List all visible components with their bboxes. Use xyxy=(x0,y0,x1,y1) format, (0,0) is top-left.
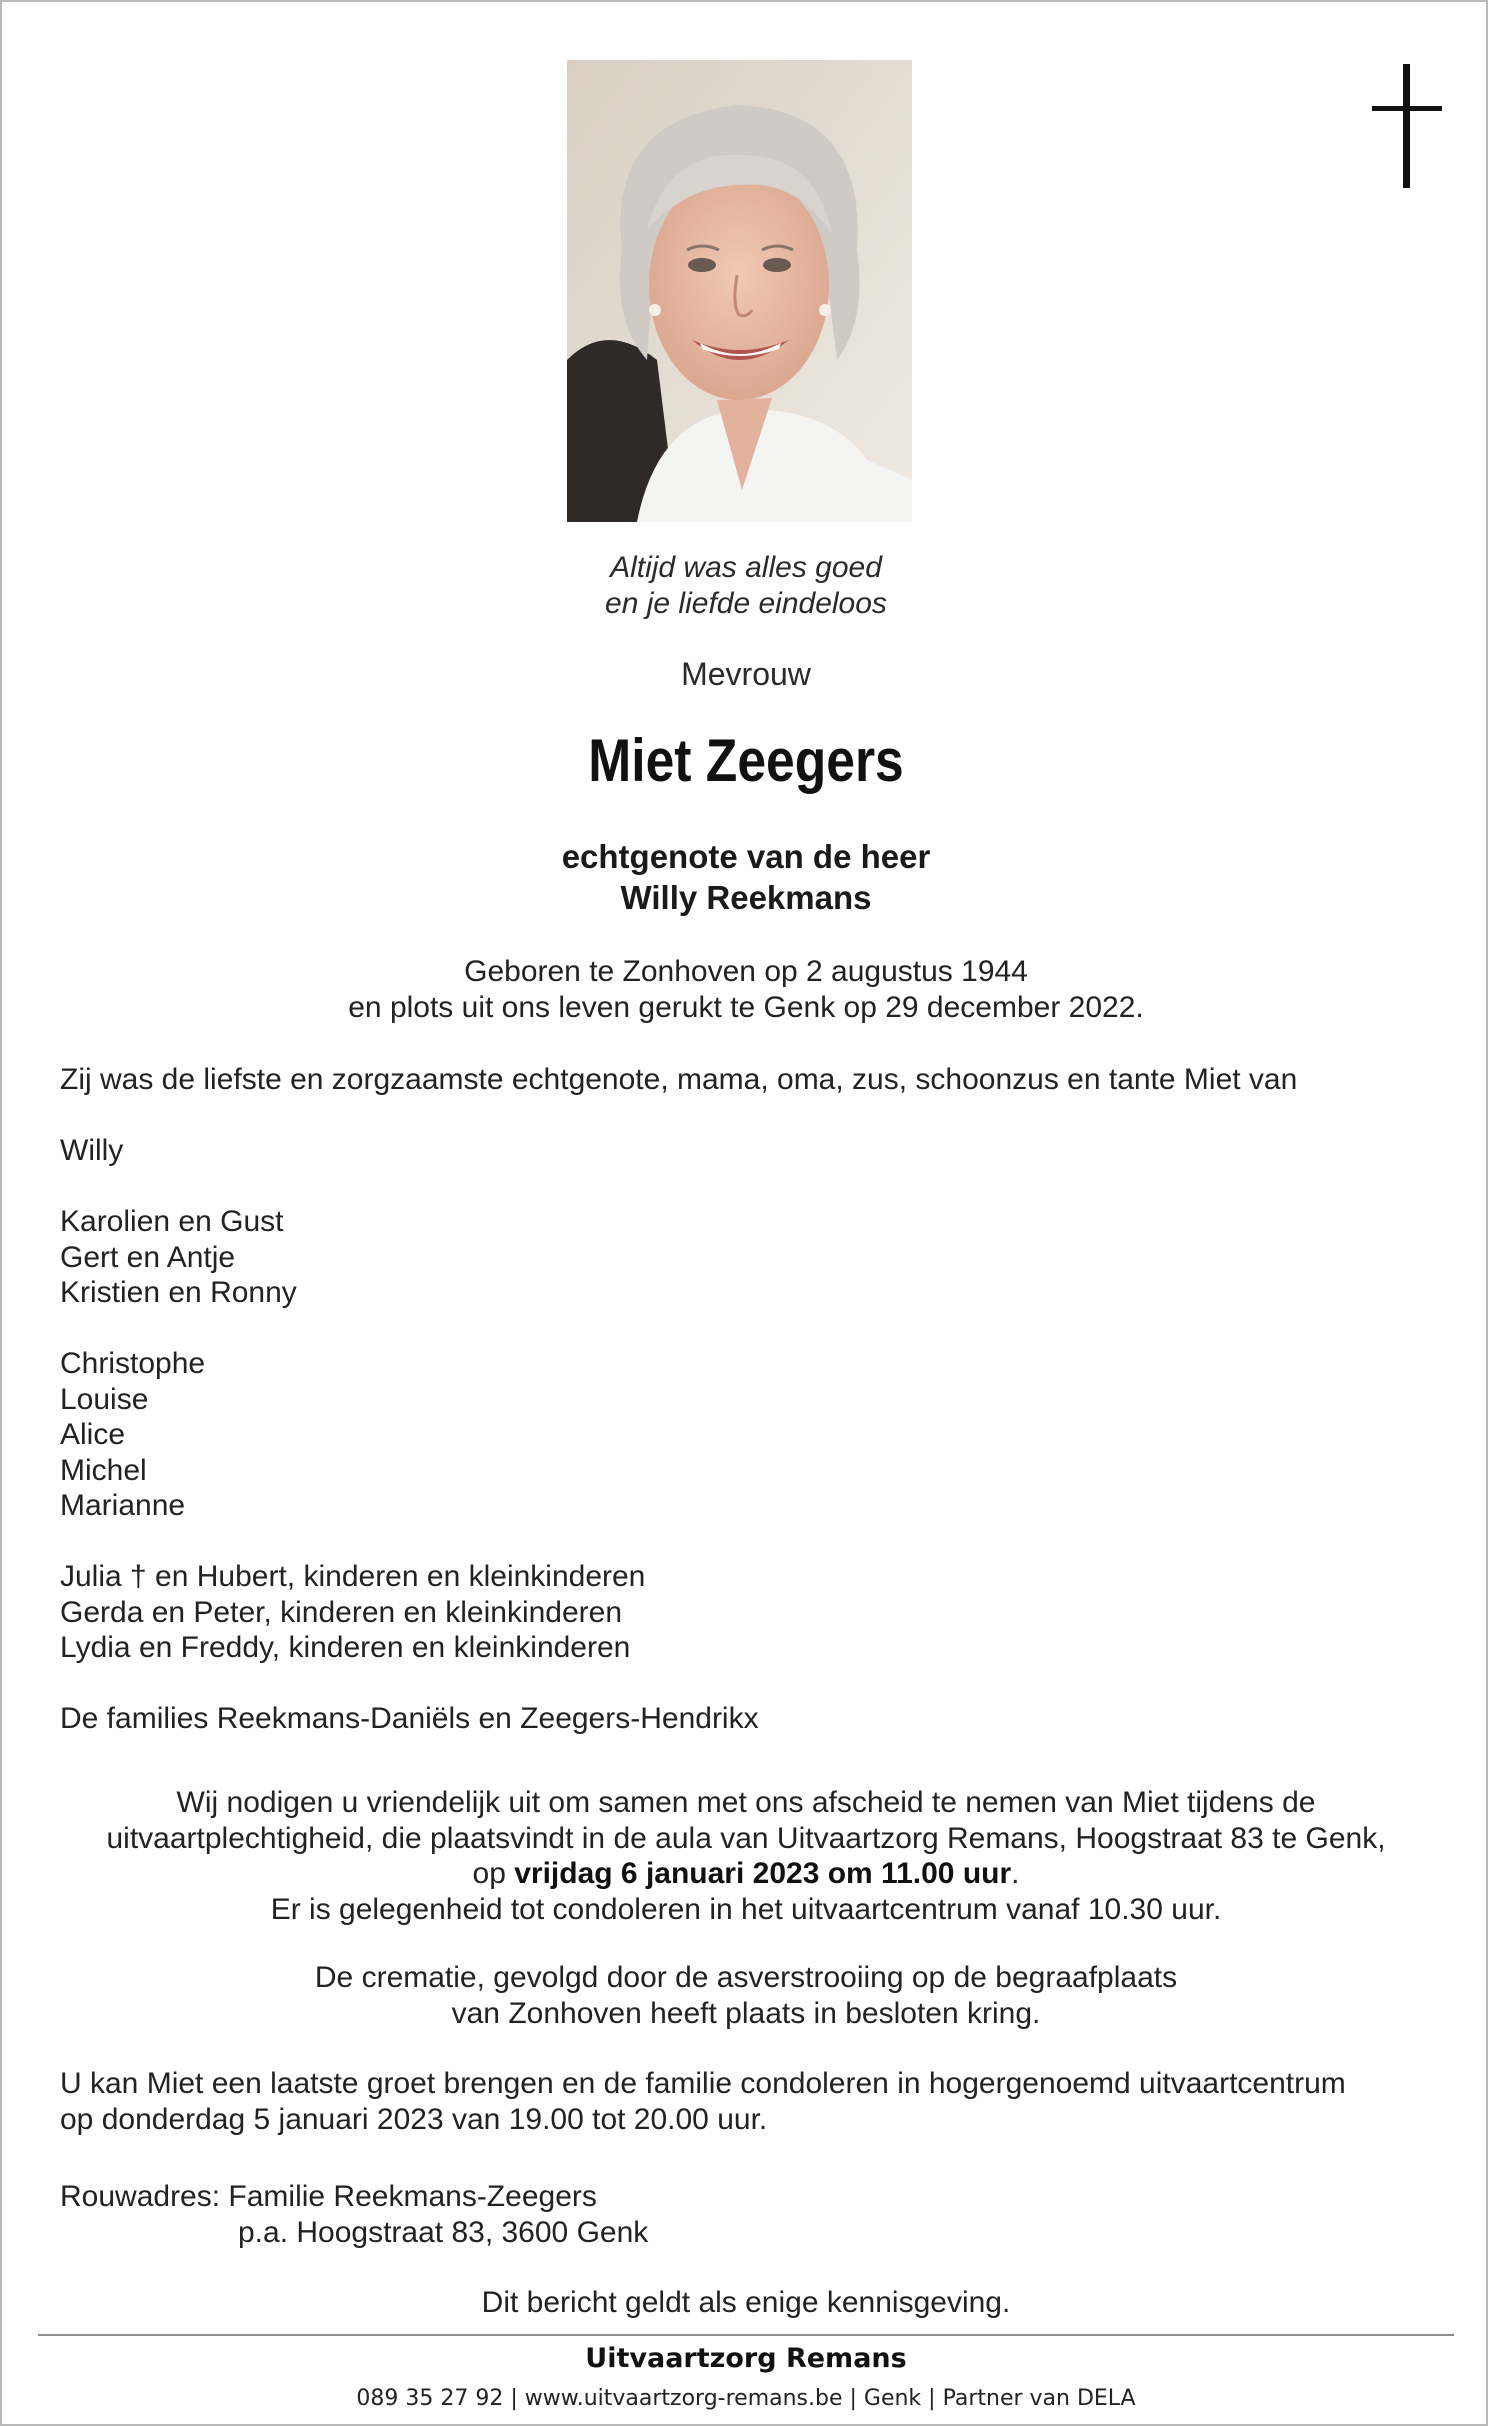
family-member: Gert en Antje xyxy=(60,1240,236,1274)
address-line: p.a. Hoogstraat 83, 3600 Genk xyxy=(238,2215,649,2249)
family-member: Gerda en Peter, kinderen en kleinkinderen xyxy=(60,1595,623,1629)
family-member: Lydia en Freddy, kinderen en kleinkinderen xyxy=(60,1631,631,1664)
birth-death-info xyxy=(2,954,1488,1026)
footer-divider xyxy=(38,2334,1454,2336)
portrait-photo xyxy=(567,60,912,522)
visitation-line: op donderdag 5 januari 2023 van 19.00 tot 20.00 uur. xyxy=(60,2102,768,2136)
funeral-home-name: Uitvaartzorg Remans xyxy=(585,2343,907,2374)
family-member: De families Reekmans-Daniëls en Zeegers-Hendrikx xyxy=(60,1702,759,1735)
family-member: Marianne xyxy=(60,1489,186,1522)
salutation: Mevrouw xyxy=(681,656,811,692)
cross-icon xyxy=(1372,64,1442,188)
deceased-name: Miet Zeegers xyxy=(588,727,904,794)
invitation-suffix: . xyxy=(1011,1857,1020,1890)
death-line: en plots uit ons leven gerukt te Genk op 29 december 2022. xyxy=(348,991,1144,1024)
visitation-text xyxy=(60,2066,1346,2137)
birth-line: Geboren te Zonhoven op 2 augustus 1944 xyxy=(464,955,1028,988)
cremation-text xyxy=(2,1960,1488,2031)
family-list xyxy=(60,1133,759,1737)
invitation-line: Er is gelegenheid tot condoleren in het uitvaartcentrum vanaf 10.30 uur. xyxy=(270,1892,1222,1926)
family-member: Kristien en Ronny xyxy=(60,1276,297,1309)
intro-text: Zij was de liefste en zorgzaamste echtgenote, mama, oma, zus, schoonzus en tante Miet van xyxy=(60,1063,1298,1096)
invitation-line: uitvaartplechtigheid, die plaatsvindt in de aula van Uitvaartzorg Remans, Hoogstraat 83 te Genk, xyxy=(106,1821,1386,1855)
funeral-date: vrijdag 6 januari 2023 om 11.00 uur xyxy=(514,1857,1012,1890)
family-member: Michel xyxy=(60,1453,147,1487)
family-member: Willy xyxy=(60,1134,124,1167)
spouse-line: echtgenote van de heer xyxy=(561,838,931,875)
cremation-line: van Zonhoven heeft plaats in besloten kring. xyxy=(451,1996,1041,2030)
family-member: Julia † en Hubert, kinderen en kleinkinderen xyxy=(60,1560,646,1593)
family-member: Karolien en Gust xyxy=(60,1205,284,1238)
invitation-line xyxy=(2,1856,1488,1892)
funeral-home-contact: 089 35 27 92 | www.uitvaartzorg-remans.be | Genk | Partner van DELA xyxy=(356,2386,1136,2411)
address-line: Rouwadres: Familie Reekmans-Zeegers xyxy=(60,2180,597,2213)
motto-line: en je liefde eindeloos xyxy=(605,587,887,620)
mourning-address xyxy=(60,2179,648,2250)
invitation-line: Wij nodigen u vriendelijk uit om samen met ons afscheid te nemen van Miet tijdens de xyxy=(176,1786,1316,1819)
cremation-line: De crematie, gevolgd door de asverstrooiing op de begraafplaats xyxy=(314,1961,1178,1994)
spouse-line: Willy Reekmans xyxy=(620,879,872,916)
family-member: Christophe xyxy=(60,1347,206,1380)
motto-line: Altijd was alles goed xyxy=(610,551,882,584)
family-member: Alice xyxy=(60,1418,126,1451)
invitation-text xyxy=(2,1785,1488,1927)
motto xyxy=(2,550,1488,622)
invitation-prefix: op xyxy=(472,1857,515,1890)
spouse-info xyxy=(2,836,1488,918)
visitation-line: U kan Miet een laatste groet brengen en de familie condoleren in hogergenoemd uitvaartcentrum xyxy=(60,2067,1346,2100)
family-member: Louise xyxy=(60,1382,149,1416)
notice-text: Dit bericht geldt als enige kennisgeving. xyxy=(481,2286,1011,2319)
